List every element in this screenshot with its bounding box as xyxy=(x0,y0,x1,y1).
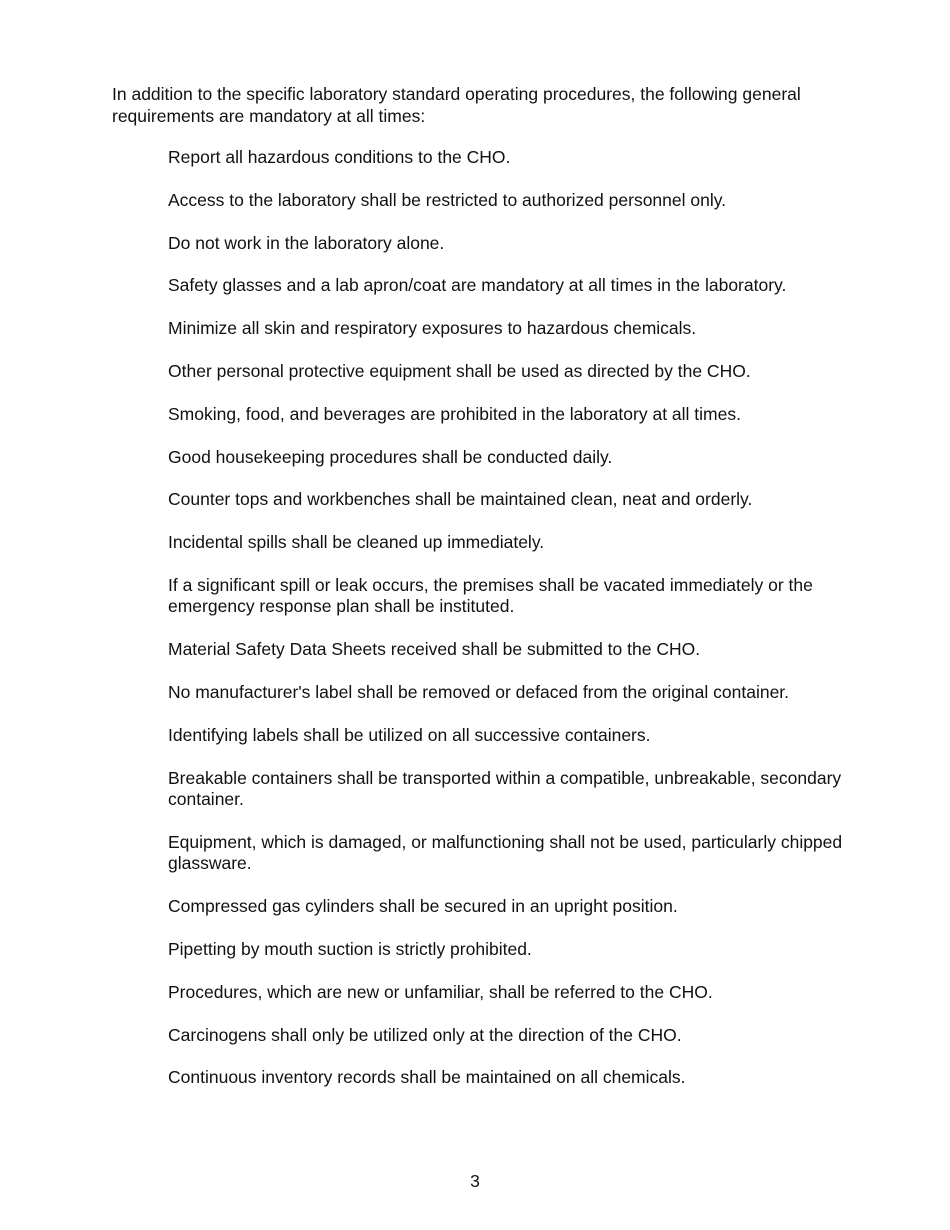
requirement-item: Minimize all skin and respiratory exposures to hazardous chemicals. xyxy=(168,318,697,339)
requirement-item: Good housekeeping procedures shall be conducted daily. xyxy=(168,446,613,467)
requirement-item: If a significant spill or leak occurs, the premises shall be vacated immediately or the emergency response plan shall be instituted. xyxy=(168,574,813,617)
requirement-item: Compressed gas cylinders shall be secured in an upright position. xyxy=(168,896,678,917)
requirement-item: Equipment, which is damaged, or malfunctioning shall not be used, particularly chipped glassware. xyxy=(168,831,843,874)
page-number: 3 xyxy=(470,1171,480,1191)
requirement-item: Identifying labels shall be utilized on all successive containers. xyxy=(168,724,651,745)
requirement-item: Pipetting by mouth suction is strictly prohibited. xyxy=(168,939,532,960)
requirement-item: No manufacturer's label shall be removed or defaced from the original container. xyxy=(168,682,790,703)
requirement-item: Counter tops and workbenches shall be maintained clean, neat and orderly. xyxy=(168,489,753,510)
requirement-item: Access to the laboratory shall be restricted to authorized personnel only. xyxy=(168,189,727,210)
requirement-item: Breakable containers shall be transported within a compatible, unbreakable, secondary container. xyxy=(168,767,842,810)
requirement-item: Material Safety Data Sheets received shall be submitted to the CHO. xyxy=(168,639,701,660)
requirement-item: Incidental spills shall be cleaned up immediately. xyxy=(168,532,545,553)
requirement-item: Other personal protective equipment shall be used as directed by the CHO. xyxy=(168,360,751,381)
requirement-item: Report all hazardous conditions to the CHO. xyxy=(168,147,511,167)
requirement-item: Safety glasses and a lab apron/coat are mandatory at all times in the laboratory. xyxy=(168,275,787,296)
requirement-item: Smoking, food, and beverages are prohibited in the laboratory at all times. xyxy=(168,403,741,424)
requirement-item: Carcinogens shall only be utilized only at the direction of the CHO. xyxy=(168,1024,682,1045)
intro-paragraph: In addition to the specific laboratory standard operating procedures, the following general requirements are mandatory at all times: xyxy=(112,84,801,126)
requirement-item: Do not work in the laboratory alone. xyxy=(168,232,445,253)
requirement-item: Procedures, which are new or unfamiliar, shall be referred to the CHO. xyxy=(168,981,713,1002)
requirement-item: Continuous inventory records shall be maintained on all chemicals. xyxy=(168,1067,686,1088)
requirements-list xyxy=(168,147,848,1110)
